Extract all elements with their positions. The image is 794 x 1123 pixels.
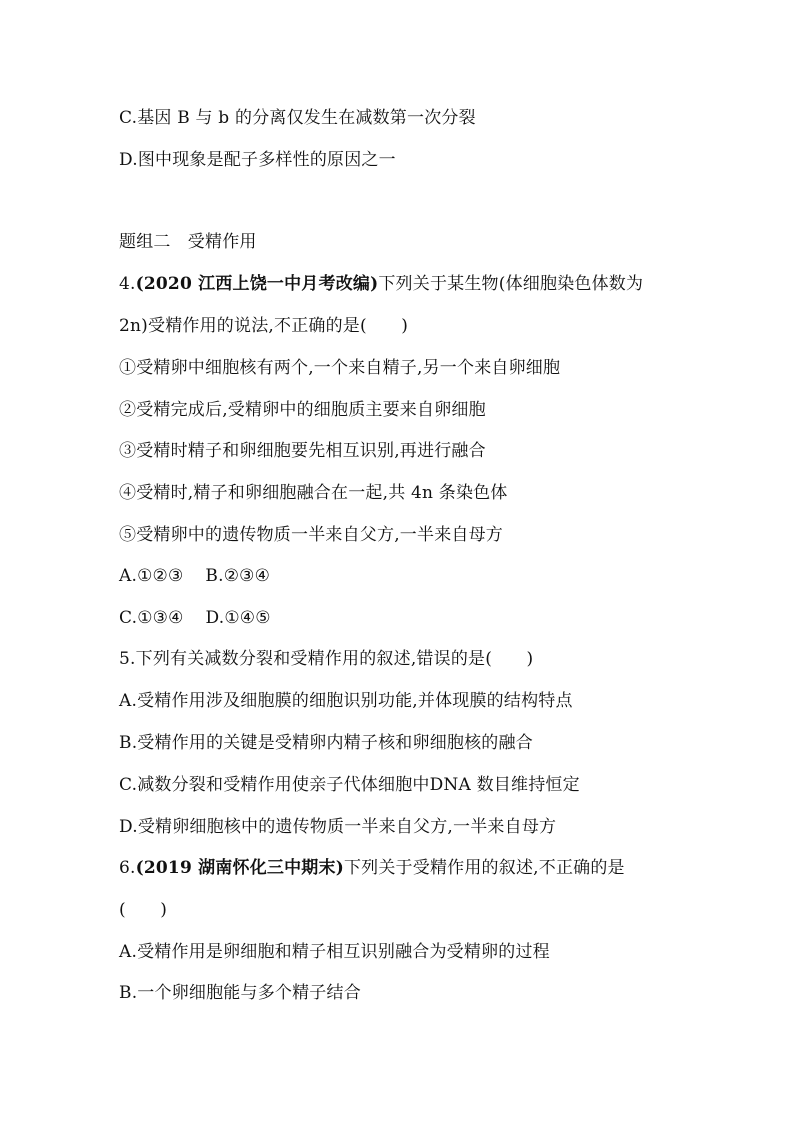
q6-option-a: A.受精作用是卵细胞和精子相互识别融合为受精卵的过程 [119, 942, 550, 962]
q4-statement-4: ④受精时,精子和卵细胞融合在一起,共 4n 条染色体 [119, 483, 508, 503]
q4-statement-5: ⑤受精卵中的遗传物质一半来自父方,一半来自母方 [119, 525, 504, 545]
prev-option-d: D.图中现象是配子多样性的原因之一 [119, 150, 396, 170]
q4-option-d: D.①④⑤ [205, 608, 271, 628]
section-title: 题组二 受精作用 [119, 232, 257, 252]
q6-stem-text: 下列关于受精作用的叙述,不正确的是 [343, 858, 625, 878]
q6-stem-line2: ( ) [119, 900, 168, 920]
q6-option-b: B.一个卵细胞能与多个精子结合 [119, 983, 361, 1003]
q4-stem-line1 [119, 272, 643, 296]
q5-option-b: B.受精作用的关键是受精卵内精子核和卵细胞核的融合 [119, 733, 533, 753]
q6-source: (2019 湖南怀化三中期末) [135, 858, 344, 878]
q4-option-c: C.①③④ [119, 608, 184, 628]
q4-statement-3: ③受精时精子和卵细胞要先相互识别,再进行融合 [119, 441, 486, 461]
q4-options-row2 [119, 606, 271, 630]
q4-option-b: B.②③④ [205, 566, 271, 586]
q4-options-row1 [119, 564, 270, 588]
prev-option-c: C.基因 B 与 b 的分离仅发生在减数第一次分裂 [119, 108, 476, 128]
q5-stem: 5.下列有关减数分裂和受精作用的叙述,错误的是( ) [119, 649, 534, 669]
q6-number: 6. [119, 858, 136, 878]
q4-source: (2020 江西上饶一中月考改编) [135, 274, 379, 294]
q5-option-a: A.受精作用涉及细胞膜的细胞识别功能,并体现膜的结构特点 [119, 691, 573, 711]
q4-stem-line2: 2n)受精作用的说法,不正确的是( ) [119, 316, 409, 336]
q4-statement-1: ①受精卵中细胞核有两个,一个来自精子,另一个来自卵细胞 [119, 358, 561, 378]
q6-stem-line1 [119, 856, 625, 880]
q5-option-d: D.受精卵细胞核中的遗传物质一半来自父方,一半来自母方 [119, 817, 557, 837]
q5-option-c: C.减数分裂和受精作用使亲子代体细胞中DNA 数目维持恒定 [119, 775, 580, 795]
q4-stem-text: 下列关于某生物(体细胞染色体数为 [378, 274, 644, 294]
q4-statement-2: ②受精完成后,受精卵中的细胞质主要来自卵细胞 [119, 400, 486, 420]
q4-option-a: A.①②③ [119, 566, 184, 586]
q4-number: 4. [119, 274, 136, 294]
